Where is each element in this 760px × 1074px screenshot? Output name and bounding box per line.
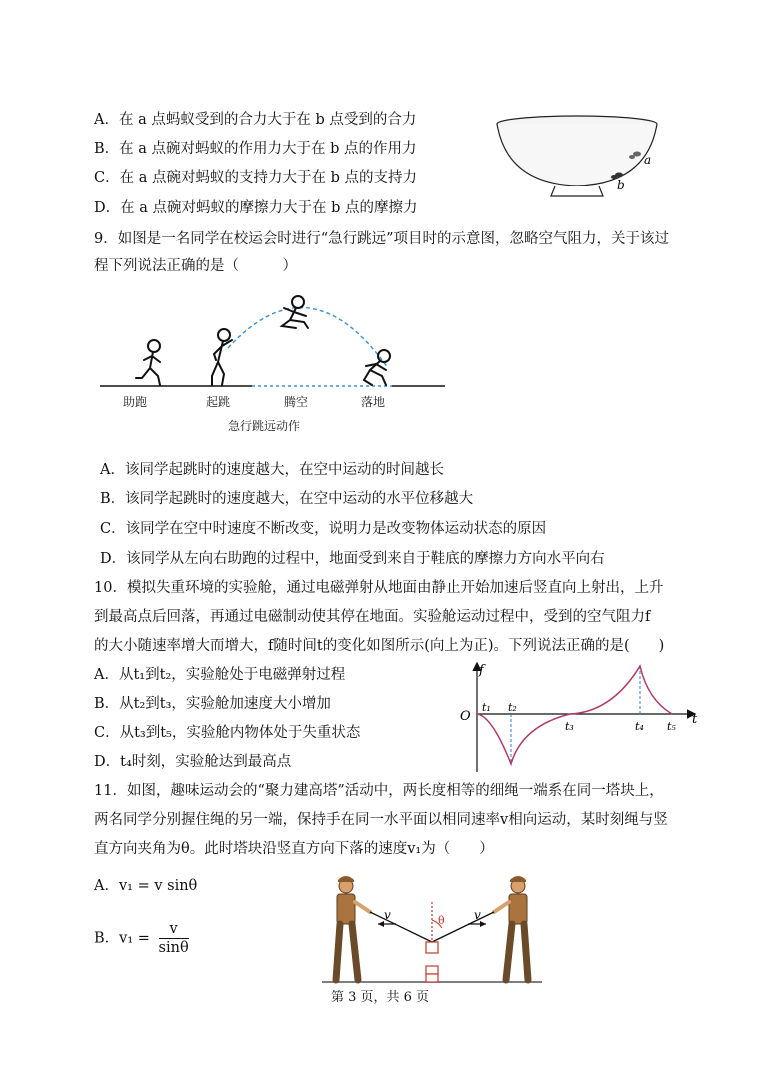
q9-option-a: A．该同学起跳时的速度越大，在空中运动的时间越长 xyxy=(100,462,444,478)
q9-stem-1: 9．如图是一名同学在校运会时进行“急行跳远”项目时的示意图，忽略空气阻力，关于该过 xyxy=(94,231,670,247)
airborne-icon xyxy=(282,296,308,328)
tick-t1: t₁ xyxy=(482,701,491,714)
tower-rope-figure xyxy=(322,872,542,987)
bowl-base xyxy=(551,186,603,196)
stage-label-landing: 落地 xyxy=(361,395,386,409)
fraction-denominator: sinθ xyxy=(158,940,189,956)
right-velocity-label: v xyxy=(474,908,481,922)
stack-block-lower xyxy=(426,974,438,982)
q8-option-d: D．在 a 点碗对蚂蚁的摩擦力大于在 b 点的摩擦力 xyxy=(94,200,418,216)
y-axis-label: f xyxy=(479,663,484,678)
left-rope xyxy=(370,912,432,942)
q9-option-c: C．该同学在空中时速度不断改变，说明力是改变物体运动状态的原因 xyxy=(100,521,547,537)
fraction-numerator: v xyxy=(159,920,189,939)
q9-option-d: D．该同学从左向右助跑的过程中，地面受到来自于鞋底的摩擦力方向水平向右 xyxy=(100,551,605,567)
tower-block xyxy=(426,942,438,953)
q11-option-b xyxy=(94,920,189,957)
q8-option-b: B．在 a 点碗对蚂蚁的作用力大于在 b 点的作用力 xyxy=(94,141,417,157)
bowl-figure xyxy=(495,112,665,207)
q10-option-c: C．从t₃到t₅，实验舱内物体处于失重状态 xyxy=(94,725,361,741)
tick-t3: t₃ xyxy=(565,720,574,733)
q11-option-a: A．v₁ = v sinθ xyxy=(94,878,198,894)
x-axis-label: t xyxy=(692,712,698,727)
q8-option-c: C．在 a 点碗对蚂蚁的支持力大于在 b 点的支持力 xyxy=(94,170,417,186)
jump-trajectory xyxy=(228,308,388,369)
left-person-icon xyxy=(336,876,370,980)
tick-t5: t₅ xyxy=(667,720,676,733)
q8-option-a: A．在 a 点蚂蚁受到的合力大于在 b 点受到的合力 xyxy=(94,112,417,128)
long-jump-figure xyxy=(100,288,450,438)
label-b: b xyxy=(617,178,625,192)
figure-caption: 急行跳远动作 xyxy=(228,419,301,433)
label-a: a xyxy=(644,153,652,167)
landing-icon xyxy=(364,350,390,385)
q10-stem-2: 到最高点后回落，再通过电磁制动使其停在地面。实验舱运动过程中，受到的空气阻力f xyxy=(94,609,651,625)
stage-label-airborne: 腾空 xyxy=(284,395,309,409)
tick-t2: t₂ xyxy=(508,701,517,714)
friction-time-graph xyxy=(452,660,702,775)
q11-stem-3: 直方向夹角为θ。此时塔块沿竖直方向下落的速度v₁为（ ） xyxy=(94,841,494,857)
left-velocity-label: v xyxy=(384,908,391,922)
f-curve xyxy=(477,666,672,764)
q10-stem-3: 的大小随速率增大而增大，f随时间t的变化如图所示(向上为正)。下列说法正确的是( ) xyxy=(94,638,665,654)
bowl-body xyxy=(497,124,657,186)
q11-option-b-prefix: B．v₁ = xyxy=(94,930,150,947)
q10-option-b: B．从t₂到t₃，实验舱加速度大小增加 xyxy=(94,696,331,712)
q9-option-b: B．该同学起跳时的速度越大，在空中运动的水平位移越大 xyxy=(100,491,474,507)
q9-stem-2: 程下列说法正确的是（ ） xyxy=(94,258,297,274)
takeoff-icon xyxy=(212,329,232,385)
page-footer: 第 3 页，共 6 页 xyxy=(330,990,430,1005)
stage-label-runup: 助跑 xyxy=(123,395,148,409)
q10-option-a: A．从t₁到t₂，实验舱处于电磁弹射过程 xyxy=(94,667,346,683)
q10-stem-1: 10．模拟失重环境的实验舱，通过电磁弹射从地面由静止开始加速后竖直向上射出，上升 xyxy=(94,580,664,596)
tick-t4: t₄ xyxy=(635,720,644,733)
q11-stem-1: 11．如图，趣味运动会的“聚力建高塔”活动中，两长度相等的细绳一端系在同一塔块上， xyxy=(94,783,664,799)
right-person-icon xyxy=(494,876,528,980)
q11-stem-2: 两名同学分别握住绳的另一端，保持手在同一水平面以相同速率v相向运动，某时刻绳与竖 xyxy=(94,812,668,828)
theta-label: θ xyxy=(438,914,445,927)
runner-icon xyxy=(136,340,160,385)
stack-block-upper xyxy=(426,966,438,974)
q11-option-b-fraction xyxy=(159,920,189,957)
stage-label-takeoff: 起跳 xyxy=(206,395,231,409)
q10-option-d: D．t₄时刻，实验舱达到最高点 xyxy=(94,754,292,770)
origin-label: O xyxy=(460,709,471,724)
